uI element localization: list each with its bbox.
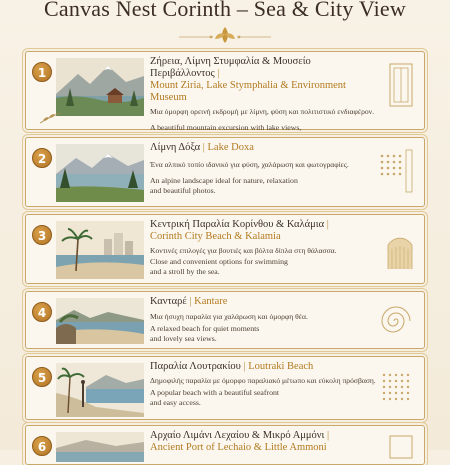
seafront-illustration [56, 363, 144, 417]
number-badge: 2 [32, 148, 52, 168]
attraction-card-1[interactable] [25, 51, 425, 130]
description-english-line-1: A relaxed beach for quiet moments [150, 324, 260, 333]
ancient-port-illustration [56, 432, 144, 462]
attraction-card-4[interactable] [25, 291, 425, 349]
arch-pattern-icon [376, 223, 416, 273]
title-separator: | [217, 68, 220, 79]
attraction-card-2[interactable] [25, 137, 425, 207]
title-greek: Αρχαίο Λιμάνι Λεχαίου & Μικρό Αμμόνι [150, 430, 325, 441]
description-greek: Μια όμορφη ορεινή εκδρομή με λίμνη, φύση και πολιτιστικό ενδιαφέρον. [150, 107, 375, 116]
description-greek: Ένα αλπικό τοπίο ιδανικό για φύση, χαλάρωση και φωτογραφίες. [150, 160, 349, 169]
spiral-wave-icon [376, 300, 416, 342]
geometric-frame-icon [376, 60, 416, 110]
description-english-line-2: and a stroll by the sea. [150, 267, 220, 276]
title-english: Corinth City Beach & Kalamia [150, 231, 281, 242]
title-separator: | [326, 219, 329, 230]
title-english: Ancient Port of Lechaio & Little Ammoni [150, 442, 327, 453]
description-english-line-2: and beautiful photos. [150, 186, 216, 195]
ornament-divider-icon [175, 24, 275, 46]
attraction-card-3[interactable] [25, 214, 425, 284]
title-separator: | [243, 361, 246, 372]
number-badge: 6 [32, 436, 52, 456]
city-beach-illustration [56, 221, 144, 279]
attraction-card-5[interactable] [25, 356, 425, 420]
description-greek: Κοντινές επιλογές για βουτιές και βόλτα δίπλα στη θάλασσα. [150, 246, 337, 255]
description-english-line-2: and easy access. [150, 398, 201, 407]
dot-pattern-icon [376, 146, 416, 196]
title-english: Kantare [194, 296, 228, 307]
alpine-lake-illustration [56, 144, 144, 202]
description-english-line-2: and lovely sea views. [150, 334, 217, 343]
title-greek: Ζήρεια, Λίμνη Στυμφαλία & Μουσείο Περιβάλλοντος [150, 56, 311, 79]
description-greek: Δημοφιλής παραλία με όμορφο παραλιακό μέτωπο και εύκολη πρόσβαση. [150, 376, 376, 385]
number-badge: 4 [32, 302, 52, 322]
page-title: Canvas Nest Corinth – Sea & City View [44, 0, 406, 21]
title-english: Loutraki Beach [248, 361, 314, 372]
title-greek: Παραλία Λουτρακίου [150, 361, 241, 372]
title-separator: | [202, 142, 205, 153]
attraction-card-6[interactable] [25, 425, 425, 465]
dot-grid-icon [376, 365, 416, 415]
number-badge: 5 [32, 367, 52, 387]
description-english-line-1: A beautiful mountain excursion with lake views, [150, 123, 302, 132]
title-greek: Κεντρική Παραλία Κορίνθου & Καλάμια [150, 219, 325, 230]
description-english-line-1: An alpine landscape ideal for nature, relaxation [150, 176, 298, 185]
title-english: Mount Ziria, Lake Stymphalia & Environment Museum [150, 80, 346, 103]
olive-branch-icon [38, 111, 62, 125]
title-greek: Λίμνη Δόξα [150, 142, 201, 153]
quiet-beach-illustration [56, 298, 144, 344]
geometric-frame-icon [376, 434, 416, 458]
title-separator: | [326, 430, 330, 441]
mountain-lake-illustration [56, 58, 144, 116]
number-badge: 3 [32, 225, 52, 245]
description-english-line-1: Close and convenient options for swimming [150, 257, 288, 266]
description-english-line-1: A popular beach with a beautiful seafront [150, 388, 280, 397]
title-separator: | [189, 296, 192, 307]
number-badge: 1 [32, 62, 52, 82]
title-english: Lake Doxa [207, 142, 254, 153]
title-greek: Κανταρέ [150, 296, 187, 307]
description-greek: Μια ήσυχη παραλία για χαλάρωση και όμορφη θέα. [150, 312, 308, 321]
